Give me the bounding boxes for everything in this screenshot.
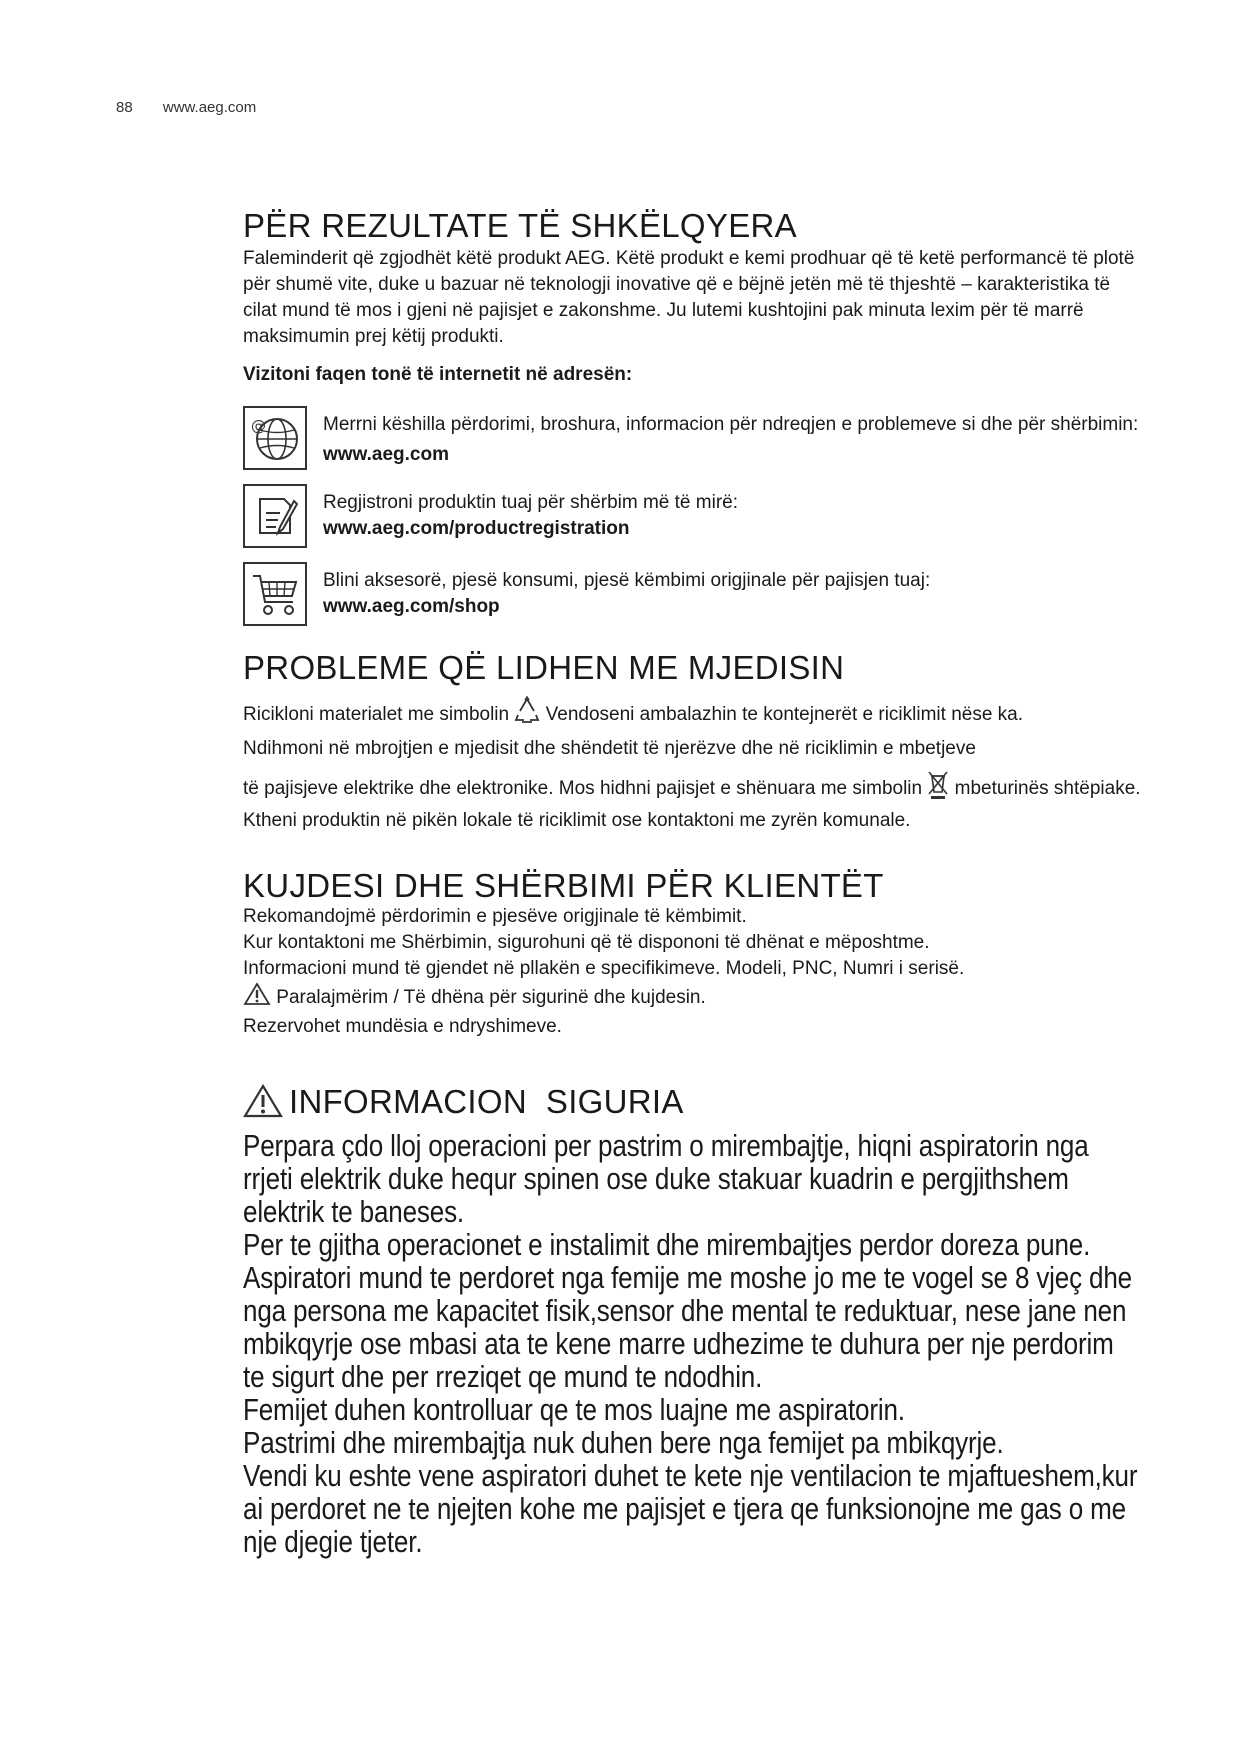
care-line-3: Informacioni mund të gjendet në pllakën e specifikimeve. Modeli, PNC, Numri i serisë. [243, 958, 965, 979]
registration-form-icon [243, 484, 307, 548]
safety-paragraph-4: Femijet duhen kontrolluar qe te mos luajne me aspiratorin. [243, 1392, 905, 1427]
warning-triangle-icon [243, 982, 271, 1014]
info-row-web [243, 406, 1143, 470]
page-header [116, 99, 256, 116]
weee-text-b: mbeturinës shtëpiake. Ktheni produktin në pikën lokale të riciklimit ose kontaktoni me zyrën komunale. [243, 778, 1141, 831]
recycle-text-b: Vendoseni ambalazhin te kontejnerët e riciklimit nëse ka. [545, 704, 1024, 726]
environment-paragraph-3 [243, 770, 1143, 834]
link-shop[interactable]: www.aeg.com/shop [323, 596, 500, 617]
section-title-safety [243, 1084, 1143, 1125]
info-row-registration [243, 484, 1143, 548]
crossed-bin-icon [927, 770, 949, 808]
visit-label: Vizitoni faqen tonë të internetit në adresën: [243, 364, 633, 385]
warning-triangle-icon [243, 1084, 283, 1125]
care-last-line: Rezervohet mundësia e ndryshimeve. [243, 1016, 562, 1037]
main-content [243, 208, 1143, 1558]
section-title-customer-care: KUJDESI DHE SHËRBIMI PËR KLIENTËT [243, 867, 884, 904]
safety-title-text: INFORMACION SIGURIA [289, 1083, 684, 1121]
intro-paragraph: Faleminderit që zgjodhët këtë produkt AEG. Këtë produkt e kemi prodhuar që të ketë performancë të plotë për shumë vite, duke u bazuar në teknologji inovative që e bëjnë jetën më të thjeshtë – karakteristika të cilat mund të mos i gjeni në pajisjet e zakonshme. Ju lutemi kushtojini pak minuta lexim për të marrë maksimumin prej këtij produkti. [243, 248, 1135, 347]
info-text-web: Merrni këshilla përdorimi, broshura, informacion për ndreqjen e problemeve si dhe për shërbimin: [323, 414, 1139, 435]
weee-text-a: të pajisjeve elektrike dhe elektronike. Mos hidhni pajisjet e shënuara me simbolin [243, 778, 923, 800]
recycle-icon [514, 696, 540, 734]
header-website[interactable]: www.aeg.com [162, 99, 257, 116]
safety-paragraph-5: Pastrimi dhe mirembajtja nuk duhen bere nga femijet pa mbikqyrje. [243, 1425, 1004, 1460]
safety-paragraph-6: Vendi ku eshte vene aspiratori duhet te kete nje ventilacion te mjaftueshem,kur ai perdoret ne te njejten kohe me pajisjet e tjera qe funksionojne me gas o me nje djegie tjeter. [243, 1458, 1138, 1559]
warning-text: Paralajmërim / Të dhëna për sigurinë dhe kujdesin. [276, 987, 706, 1009]
care-line-2: Kur kontaktoni me Shërbimin, sigurohuni që të dispononi të dhënat e mëposhtme. [243, 932, 930, 953]
safety-paragraph-3: Aspiratori mund te perdoret nga femije me moshe jo me te vogel se 8 vjeç dhe nga persona me kapacitet fisik,sensor dhe mental te reduktuar, nese jane nen mbikqyrje ose mbasi ata te kene marre udhezime te duhura per nje perdorim te sigurt dhe per rreziqet qe mund te ndodhin. [243, 1260, 1132, 1394]
section-title-results: PËR REZULTATE TË SHKËLQYERA [243, 207, 797, 244]
environment-paragraph-1 [243, 696, 1143, 734]
info-text-shop: Blini aksesorë, pjesë konsumi, pjesë këmbimi origjinale për pajisjen tuaj: [323, 570, 931, 591]
environment-paragraph-2: Ndihmoni në mbrojtjen e mjedisit dhe shëndetit të njerëzve dhe në riciklimin e mbetjeve [243, 738, 976, 759]
info-row-shop [243, 562, 1143, 626]
recycle-text-a: Riciklоni materialet me simbolin [243, 704, 510, 726]
svg-text:@: @ [251, 417, 266, 435]
safety-text-block [243, 1129, 1142, 1558]
link-product-registration[interactable]: www.aeg.com/productregistration [323, 518, 630, 539]
safety-paragraph-2: Per te gjitha operacionet e instalimit dhe mirembajtjes perdor doreza pune. [243, 1227, 1091, 1262]
web-globe-icon [243, 406, 307, 470]
safety-paragraph-1: Perpara çdo lloj operacioni per pastrim o mirembajtje, hiqni aspiratorin nga rrjeti elektrik duke hequr spinen ose duke stakuar kuadrin e pergjithshem elektrik te baneses. [243, 1128, 1089, 1229]
care-warning-line [243, 982, 1143, 1014]
shopping-cart-icon [243, 562, 307, 626]
link-aeg[interactable]: www.aeg.com [323, 444, 449, 465]
page-number: 88 [116, 99, 133, 116]
section-title-environment: PROBLEME QË LIDHEN ME MJEDISIN [243, 649, 845, 686]
info-text-registration: Regjistroni produktin tuaj për shërbim më të mirë: [323, 492, 739, 513]
care-line-1: Rekomandojmë përdorimin e pjesëve origjinale të këmbimit. [243, 906, 747, 927]
